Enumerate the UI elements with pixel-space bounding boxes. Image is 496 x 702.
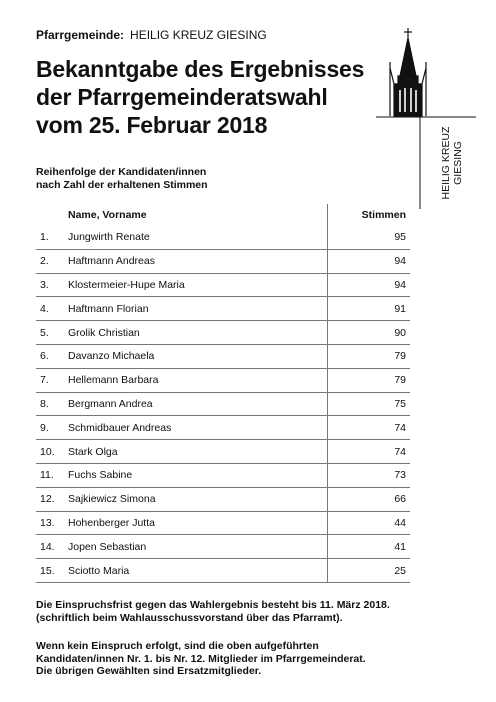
name-cell: Klostermeier-Hupe Maria — [68, 273, 328, 297]
votes-cell: 74 — [328, 416, 411, 440]
name-cell: Grolik Christian — [68, 321, 328, 345]
logo-line-2: GIESING — [452, 141, 464, 185]
votes-cell: 74 — [328, 440, 411, 464]
votes-cell: 44 — [328, 511, 411, 535]
rank-cell: 10. — [36, 440, 68, 464]
table-row — [36, 297, 410, 321]
votes-cell: 41 — [328, 535, 411, 559]
result-line-3: Die übrigen Gewählten sind Ersatzmitglieder. — [36, 665, 262, 677]
table-row — [36, 463, 410, 487]
page-title — [36, 55, 376, 139]
subtitle — [36, 166, 208, 192]
table-row — [36, 368, 410, 392]
name-cell: Schmidbauer Andreas — [68, 416, 328, 440]
rank-cell: 8. — [36, 392, 68, 416]
rank-cell: 14. — [36, 535, 68, 559]
rank-cell: 9. — [36, 416, 68, 440]
table-row — [36, 559, 410, 583]
votes-cell: 95 — [328, 226, 411, 249]
votes-header: Stimmen — [328, 204, 411, 226]
name-cell: Hellemann Barbara — [68, 368, 328, 392]
table-row — [36, 440, 410, 464]
rank-cell: 6. — [36, 344, 68, 368]
name-cell: Jungwirth Renate — [68, 226, 328, 249]
subtitle-line-2: nach Zahl der erhaltenen Stimmen — [36, 179, 208, 191]
rank-cell: 3. — [36, 273, 68, 297]
rank-cell: 7. — [36, 368, 68, 392]
votes-cell: 79 — [328, 368, 411, 392]
name-cell: Davanzo Michaela — [68, 344, 328, 368]
rank-cell: 2. — [36, 249, 68, 273]
votes-cell: 79 — [328, 344, 411, 368]
objection-line-1: Die Einspruchsfrist gegen das Wahlergebnis besteht bis 11. März 2018. — [36, 599, 390, 611]
subtitle-line-1: Reihenfolge der Kandidaten/innen — [36, 166, 207, 178]
name-cell: Sciotto Maria — [68, 559, 328, 583]
table-row — [36, 321, 410, 345]
table-row — [36, 249, 410, 273]
rank-cell: 11. — [36, 463, 68, 487]
name-cell: Sajkiewicz Simona — [68, 487, 328, 511]
name-cell: Haftmann Andreas — [68, 249, 328, 273]
table-row — [36, 226, 410, 249]
votes-cell: 91 — [328, 297, 411, 321]
table-row — [36, 392, 410, 416]
result-line-1: Wenn kein Einspruch erfolgt, sind die oben aufgeführten — [36, 640, 319, 652]
parish-name: HEILIG KREUZ GIESING — [130, 28, 267, 42]
rank-cell: 4. — [36, 297, 68, 321]
votes-cell: 66 — [328, 487, 411, 511]
rank-cell: 1. — [36, 226, 68, 249]
table-row — [36, 273, 410, 297]
rank-cell: 13. — [36, 511, 68, 535]
name-cell: Hohenberger Jutta — [68, 511, 328, 535]
rank-header — [36, 204, 68, 226]
result-line-2: Kandidaten/innen Nr. 1. bis Nr. 12. Mitglieder im Pfarrgemeinderat. — [36, 652, 366, 665]
name-header: Name, Vorname — [68, 209, 147, 221]
votes-cell: 73 — [328, 463, 411, 487]
result-note — [36, 640, 366, 678]
votes-cell: 75 — [328, 392, 411, 416]
logo-wordmark — [434, 122, 470, 204]
objection-line-2: (schriftlich beim Wahlausschussvorstand über das Pfarramt). — [36, 611, 343, 624]
table-row — [36, 416, 410, 440]
table-row — [36, 535, 410, 559]
parish-label: Pfarrgemeinde: — [36, 28, 125, 42]
rank-cell: 12. — [36, 487, 68, 511]
table-row — [36, 344, 410, 368]
votes-cell: 94 — [328, 273, 411, 297]
title-line-3: vom 25. Februar 2018 — [36, 112, 268, 138]
name-cell: Bergmann Andrea — [68, 392, 328, 416]
rank-cell: 5. — [36, 321, 68, 345]
votes-cell: 25 — [328, 559, 411, 583]
name-cell: Fuchs Sabine — [68, 463, 328, 487]
title-line-2: der Pfarrgemeinderatswahl — [36, 84, 328, 110]
name-cell: Jopen Sebastian — [68, 535, 328, 559]
title-line-1: Bekanntgabe des Ergebnisses — [36, 56, 365, 82]
votes-cell: 94 — [328, 249, 411, 273]
objection-note — [36, 599, 390, 624]
table-row — [36, 511, 410, 535]
votes-cell: 90 — [328, 321, 411, 345]
name-cell: Haftmann Florian — [68, 297, 328, 321]
rank-cell: 15. — [36, 559, 68, 583]
parish-line — [36, 28, 267, 42]
results-table — [36, 204, 410, 583]
table-header-row — [36, 204, 410, 226]
table-row — [36, 487, 410, 511]
name-cell: Stark Olga — [68, 440, 328, 464]
logo-line-1: HEILIG KREUZ — [440, 126, 452, 200]
